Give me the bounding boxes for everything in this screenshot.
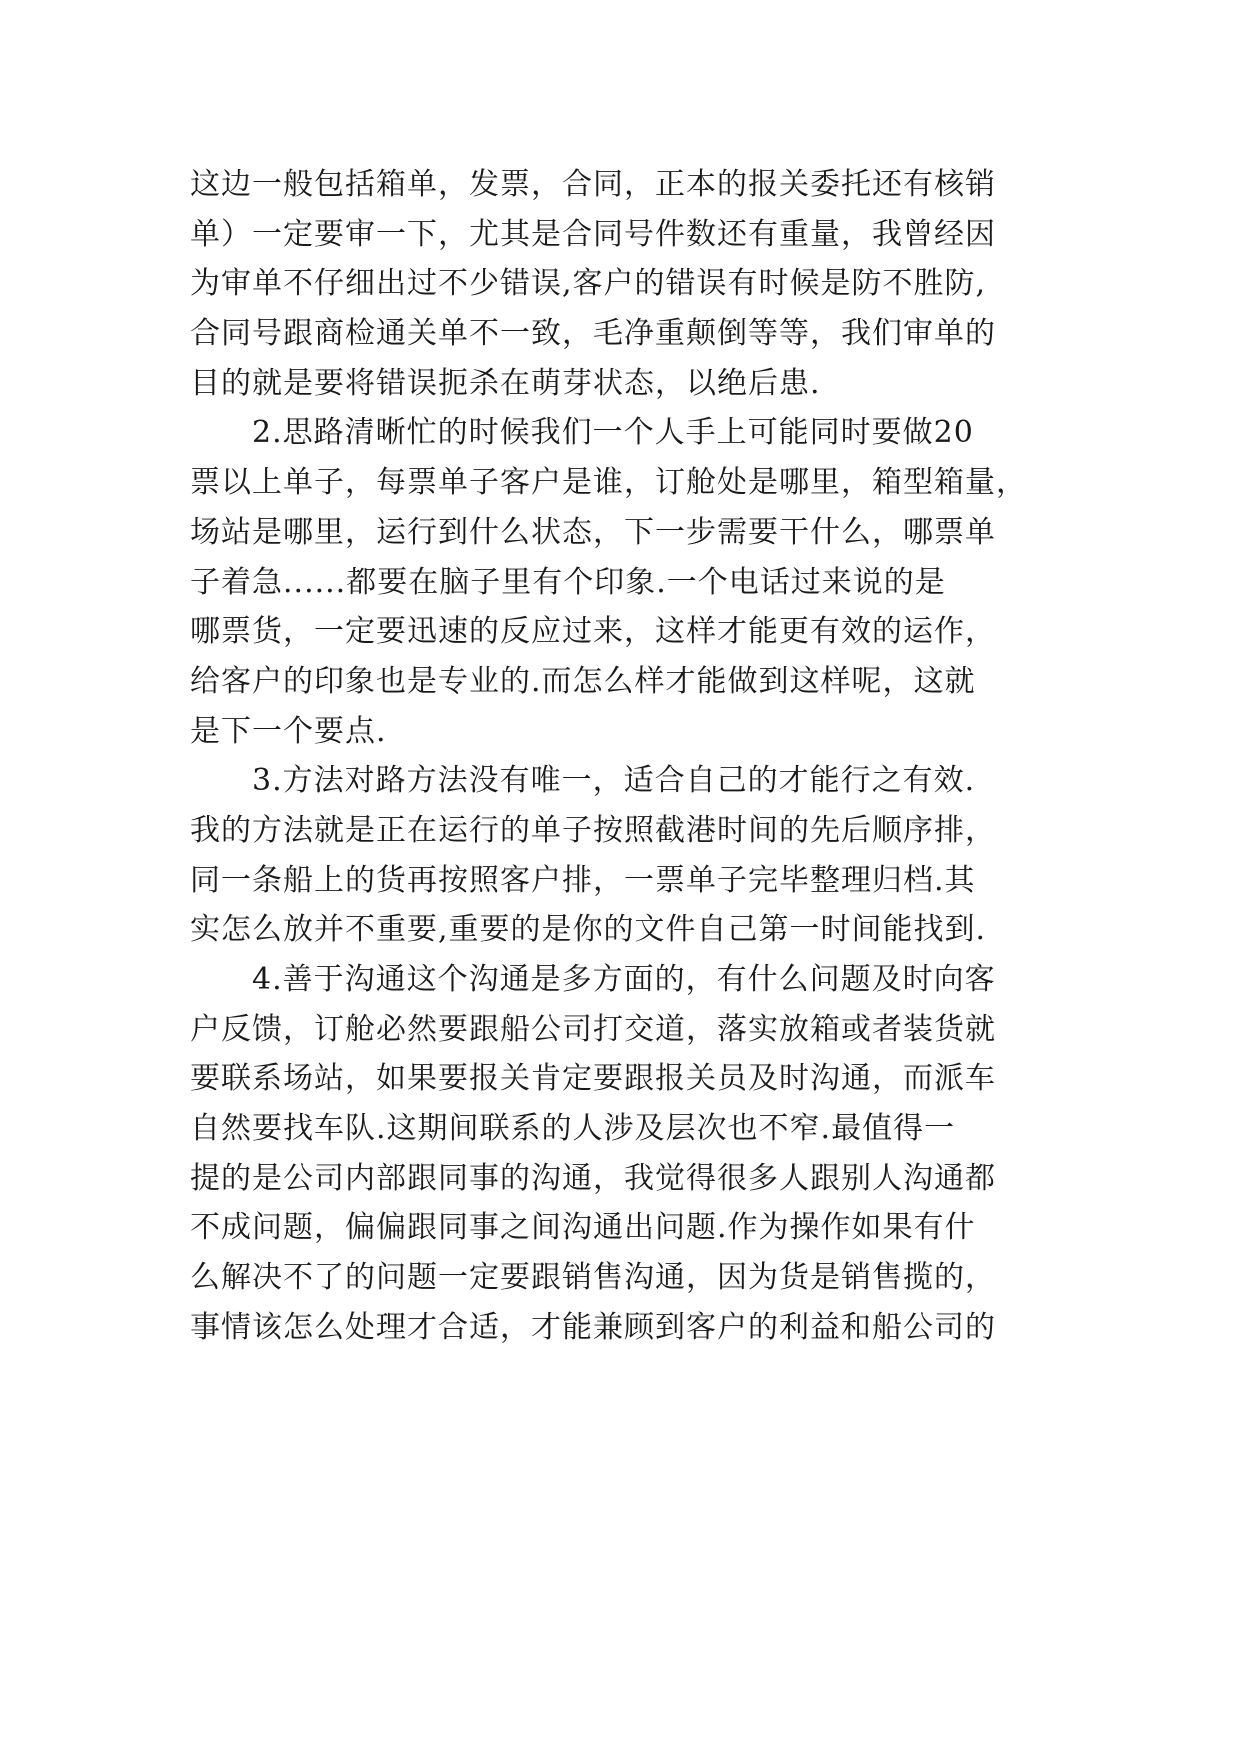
text-line: 不成问题，偏偏跟同事之间沟通出问题.作为操作如果有什 [190,1210,976,1246]
text-line: 事情该怎么处理才合适，才能兼顾到客户的利益和船公司的 [190,1309,996,1345]
text-line: 单）一定要审一下，尤其是合同号件数还有重量，我曾经因 [190,216,996,252]
text-line: 2.思路清晰忙的时候我们一个人手上可能同时要做20 [252,415,974,451]
text-line: 要联系场站，如果要报关肯定要跟报关员及时沟通，而派车 [190,1061,996,1097]
text-line: 自然要找车队.这期间联系的人涉及层次也不窄.最值得一 [190,1111,956,1147]
text-line: 这边一般包括箱单，发票，合同，正本的报关委托还有核销 [190,167,996,202]
text-line: 户反馈，订舱必然要跟船公司打交道，落实放箱或者装货就 [190,1011,996,1047]
text-line: 同一条船上的货再按照客户排，一票单子完毕整理归档.其 [190,862,976,898]
text-line: 给客户的印象也是专业的.而怎么样才能做到这样呢，这就 [190,663,976,699]
body-text [190,160,1090,1353]
text-line: 票以上单子，每票单子客户是谁，订舱处是哪里，箱型箱量， [190,465,1027,501]
text-line: 3.方法对路方法没有唯一，适合自己的才能行之有效. [252,763,976,799]
text-line: 场站是哪里，运行到什么状态，下一步需要干什么，哪票单 [190,514,996,550]
text-line: 提的是公司内部跟同事的沟通，我觉得很多人跟别人沟通都 [190,1160,996,1196]
text-line: 实怎么放并不重要,重要的是你的文件自己第一时间能找到. [190,912,987,948]
text-line: 么解决不了的问题一定要跟销售沟通，因为货是销售揽的， [190,1260,996,1296]
text-line: 我的方法就是正在运行的单子按照截港时间的先后顺序排， [190,812,996,848]
text-line: 为审单不仔细出过不少错误,客户的错误有时候是防不胜防, [190,266,987,302]
text-line: 子着急......都要在脑子里有个印象.一个电话过来说的是 [190,564,946,600]
text-line: 哪票货，一定要迅速的反应过来，这样才能更有效的运作， [190,614,996,650]
text-line: 目的就是要将错误扼杀在萌芽状态，以绝后患. [190,365,821,401]
text-line: 4.善于沟通这个沟通是多方面的，有什么问题及时向客 [252,962,996,997]
text-line: 合同号跟商检通关单不一致，毛净重颠倒等等，我们审单的 [190,316,996,352]
text-line: 是下一个要点. [190,713,387,749]
